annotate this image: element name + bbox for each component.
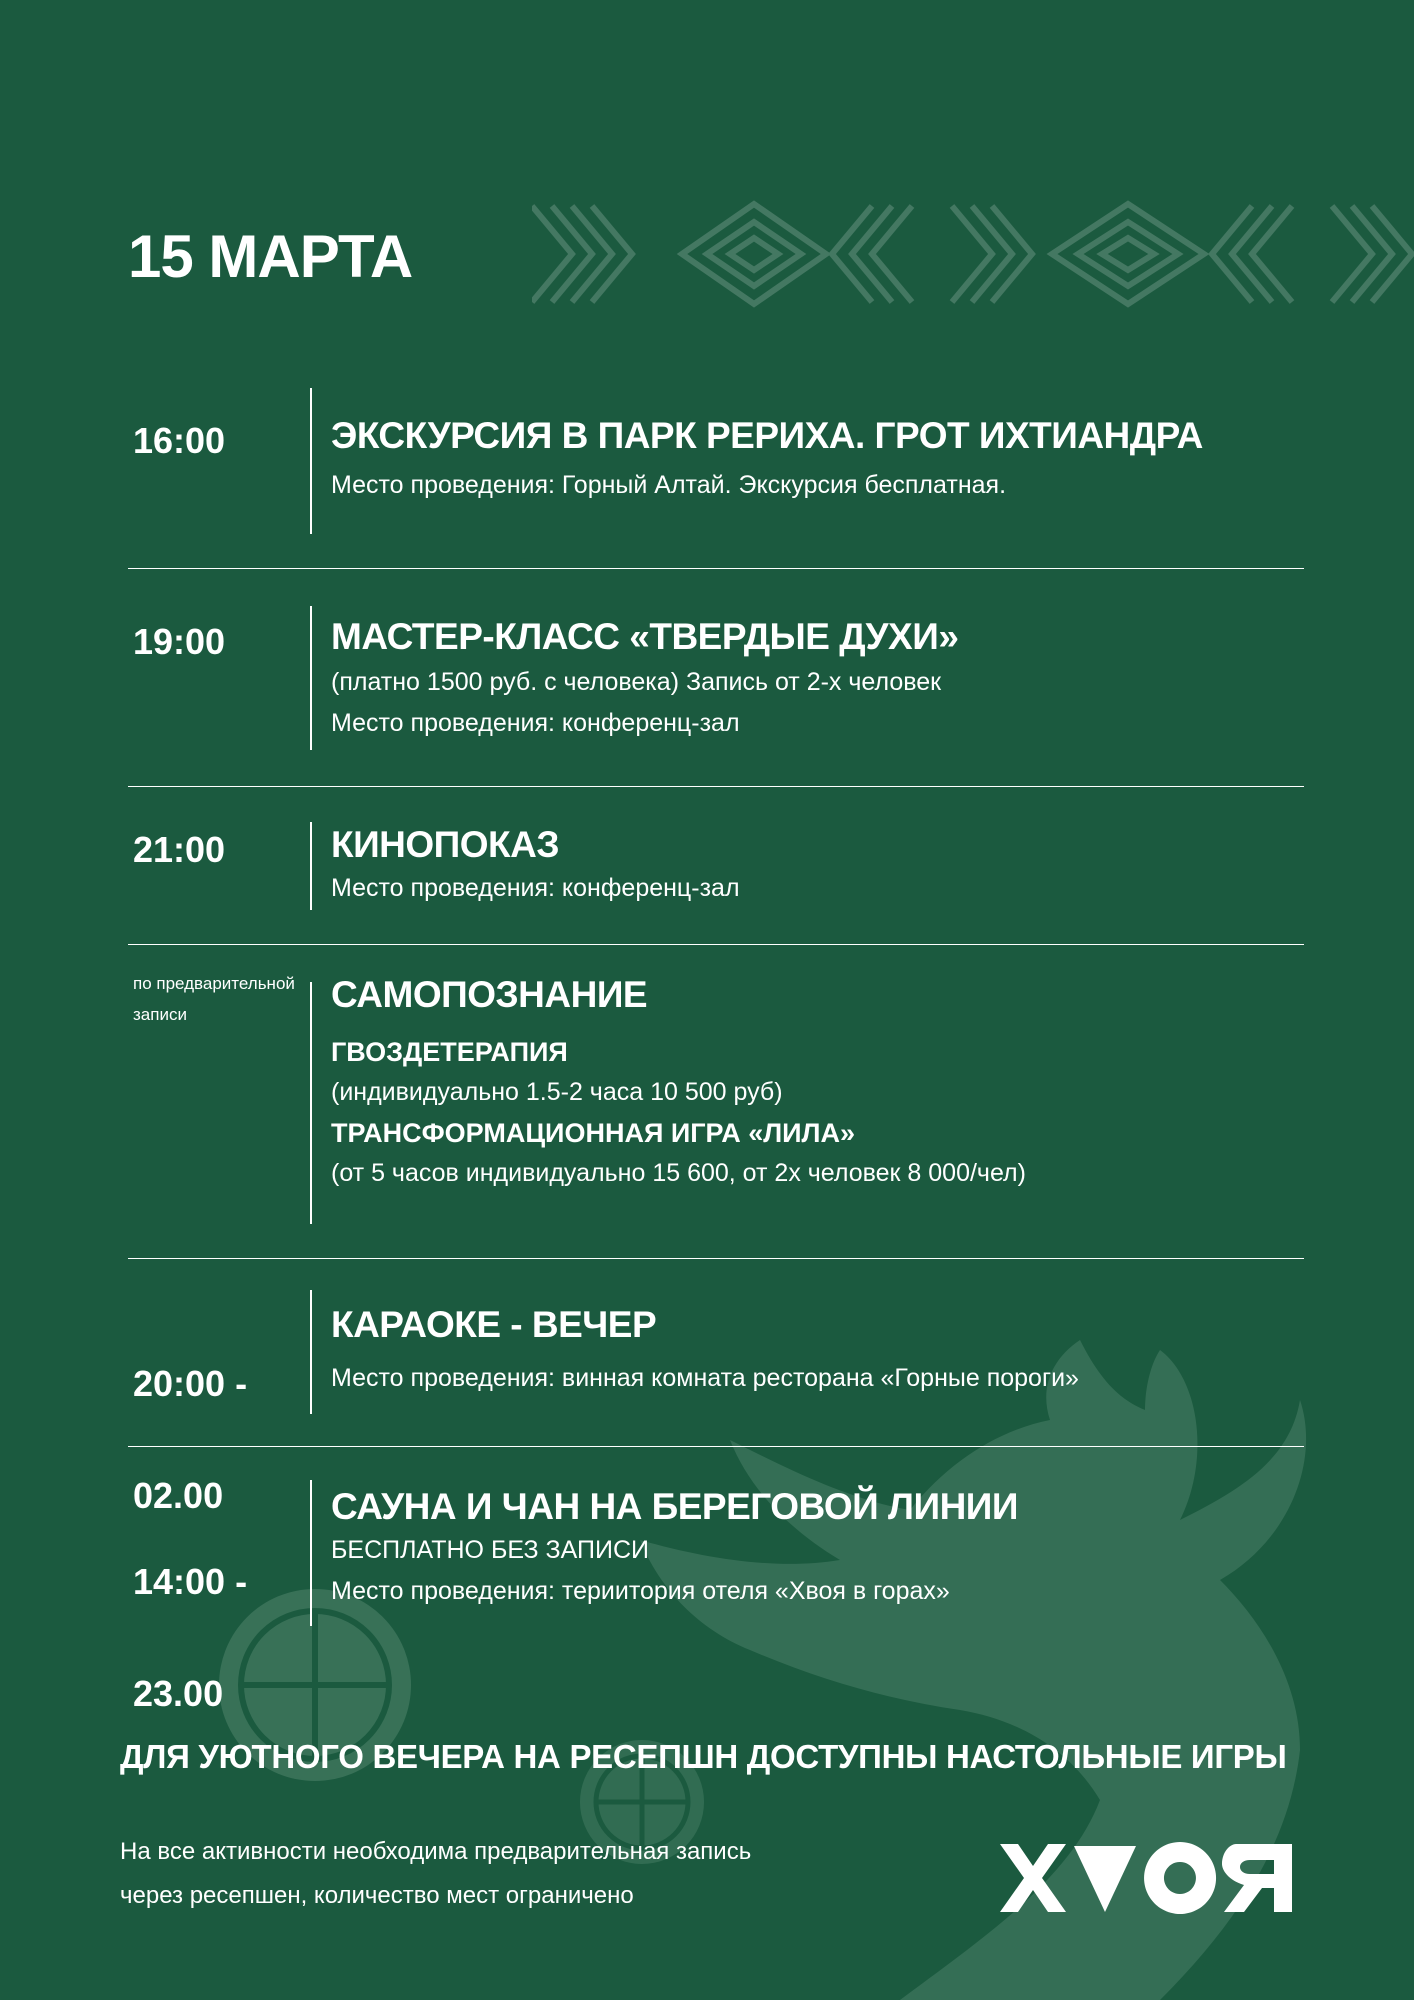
event-detail: (индивидуально 1.5-2 часа 10 500 руб) [331, 1078, 783, 1106]
event-title: КАРАОКЕ - ВЕЧЕР [331, 1304, 657, 1345]
event-item [128, 388, 1304, 534]
divider [128, 568, 1304, 569]
event-item [128, 822, 1304, 910]
divider [128, 944, 1304, 945]
divider [128, 1446, 1304, 1447]
event-detail: Место проведения: конференц-зал [331, 874, 740, 902]
ornament-pattern-icon [532, 196, 1414, 312]
event-detail: Место проведения: конференц-зал [331, 709, 740, 737]
event-subtitle: ТРАНСФОРМАЦИОННАЯ ИГРА «ЛИЛА» [331, 1118, 856, 1148]
divider-vertical [310, 822, 312, 910]
divider-vertical [310, 1480, 312, 1626]
divider-vertical [310, 606, 312, 750]
divider-vertical [310, 982, 312, 1224]
event-time [133, 1498, 247, 1778]
event-time: 21:00 [133, 829, 226, 870]
event-detail: БЕСПЛАТНО БЕЗ ЗАПИСИ [331, 1536, 649, 1564]
event-time-start: 14:00 - [133, 1561, 248, 1602]
event-detail: Место проведения: Горный Алтай. Экскурсия бесплатная. [331, 471, 1007, 499]
event-title: САУНА И ЧАН НА БЕРЕГОВОЙ ЛИНИИ [331, 1486, 1018, 1527]
divider [128, 1258, 1304, 1259]
event-time-end: 23.00 [133, 1673, 224, 1714]
event-time-start: 20:00 - [133, 1363, 248, 1404]
event-title: ЭКСКУРСИЯ В ПАРК РЕРИХА. ГРОТ ИХТИАНДРА [331, 415, 1203, 456]
event-detail: Место проведения: териитория отеля «Хвоя в горах» [331, 1577, 950, 1605]
event-detail: (от 5 часов индивидуально 15 600, от 2х человек 8 000/чел) [331, 1159, 1026, 1187]
event-detail: (платно 1500 руб. с человека) Запись от 2-х человек [331, 668, 942, 696]
event-item [128, 1480, 1304, 1714]
event-time: 16:00 [133, 420, 226, 461]
event-item [128, 968, 1304, 1224]
footer-note [120, 1830, 880, 1918]
event-title: САМОПОЗНАНИЕ [331, 974, 648, 1015]
event-item [128, 606, 1304, 750]
divider [128, 786, 1304, 787]
footer-headline: ДЛЯ УЮТНОГО ВЕЧЕРА НА РЕСЕПШН ДОСТУПНЫ НАСТОЛЬНЫЕ ИГРЫ [120, 1738, 1287, 1775]
event-time-note: по предварительной записи [133, 974, 295, 1024]
event-subtitle: ГВОЗДЕТЕРАПИЯ [331, 1037, 568, 1067]
event-title: МАСТЕР-КЛАСС «ТВЕРДЫЕ ДУХИ» [331, 616, 959, 657]
divider-vertical [310, 388, 312, 534]
footer-note-line: через ресепшен, количество мест ограничено [120, 1882, 634, 1909]
event-time: 19:00 [133, 621, 226, 662]
page-title: 15 МАРТА [128, 223, 413, 290]
event-detail: Место проведения: винная комната ресторана «Горные пороги» [331, 1364, 1079, 1392]
event-time-end: 02.00 [133, 1475, 224, 1516]
divider-vertical [310, 1290, 312, 1414]
event-title: КИНОПОКАЗ [331, 824, 560, 865]
footer-note-line: На все активности необходима предварительная запись [120, 1838, 752, 1865]
hvoya-logo-icon [1000, 1838, 1300, 1918]
